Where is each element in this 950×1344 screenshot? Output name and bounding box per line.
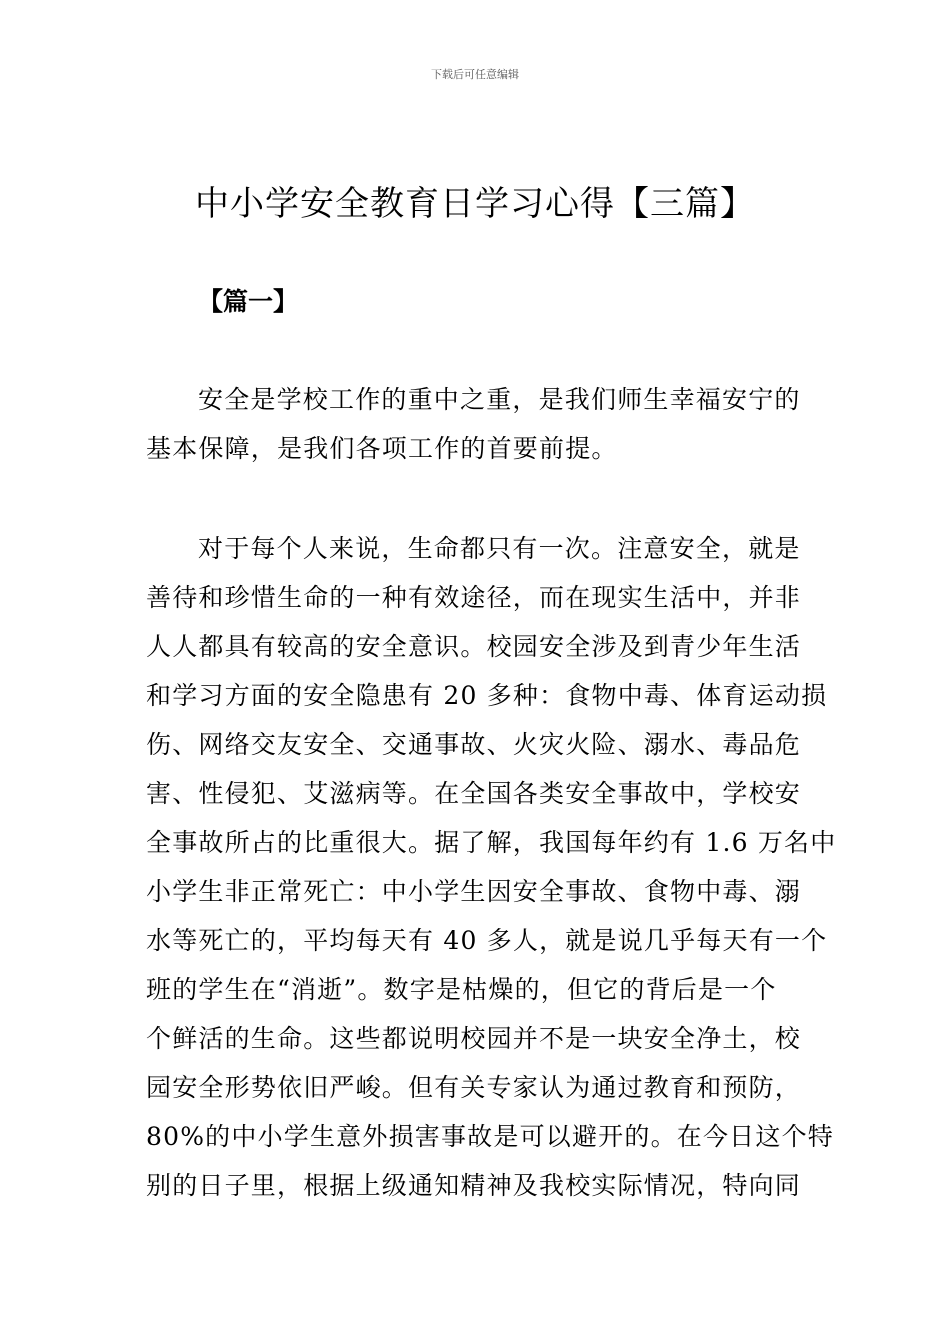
paragraph-line: 别的日子里，根据上级通知精神及我校实际情况，特向同 bbox=[146, 1171, 802, 1200]
paragraph-line: 对于每个人来说，生命都只有一次。注意安全，就是 bbox=[198, 534, 801, 563]
paragraph-line: 害、性侵犯、艾滋病等。在全国各类安全事故中，学校安 bbox=[146, 779, 802, 808]
paragraph-line: 园安全形势依旧严峻。但有关专家认为通过教育和预防， bbox=[146, 1073, 802, 1102]
paragraph-line: 班的学生在“消逝”。数字是枯燥的，但它的背后是一个 bbox=[146, 975, 777, 1004]
paragraph-line: 人人都具有较高的安全意识。校园安全涉及到青少年生活 bbox=[146, 632, 802, 661]
paragraph-line: 和学习方面的安全隐患有 20 多种：食物中毒、体育运动损 bbox=[146, 681, 828, 710]
paragraph-line: 个鲜活的生命。这些都说明校园并不是一块安全净土，校 bbox=[146, 1024, 802, 1053]
paragraph-line: 全事故所占的比重很大。据了解，我国每年约有 1.6 万名中 bbox=[146, 828, 837, 857]
paragraph-line: 伤、网络交友安全、交通事故、火灾火险、溺水、毒品危 bbox=[146, 730, 802, 759]
paragraph-line: 基本保障，是我们各项工作的首要前提。 bbox=[146, 434, 618, 463]
paragraph-line: 小学生非正常死亡：中小学生因安全事故、食物中毒、溺 bbox=[146, 877, 802, 906]
paragraph-line: 80%的中小学生意外损害事故是可以避开的。在今日这个特 bbox=[146, 1122, 834, 1151]
paragraph-line: 水等死亡的，平均每天有 40 多人，就是说几乎每天有一个 bbox=[146, 926, 828, 955]
paragraph-line: 安全是学校工作的重中之重，是我们师生幸福安宁的 bbox=[198, 385, 801, 414]
paragraph-line: 善待和珍惜生命的一种有效途径，而在现实生活中，并非 bbox=[146, 583, 802, 612]
header-note: 下载后可任意编辑 bbox=[431, 68, 519, 81]
document-title: 中小学安全教育日学习心得【三篇】 bbox=[195, 184, 755, 224]
section-heading: 【篇一】 bbox=[198, 287, 299, 316]
